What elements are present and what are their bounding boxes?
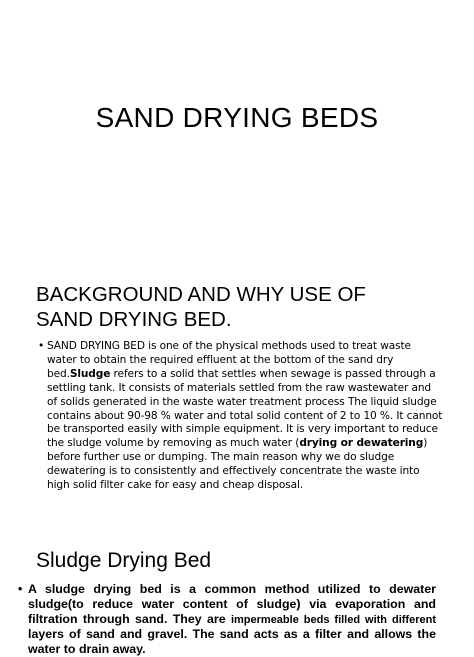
bullet-icon: • (38, 340, 45, 352)
body-bold-text: Sludge (69, 367, 111, 380)
sludge-bullet-list (18, 582, 436, 657)
list-item (18, 582, 436, 657)
slide-sludge-heading: Sludge Drying Bed (36, 549, 212, 572)
body-text: SAND DRYING BED is one of the physical methods used to treat waste water to obtain the required effluent at the bottom of the sand dry bed. (47, 340, 411, 380)
body-bold-text: drying or dewatering (299, 437, 424, 450)
list-item (38, 340, 443, 493)
body-text: refers to a solid that settles when sewage is passed through a settling tank. It consists of materials settled from the raw wastewater and of solids generated in the waste water treatment process The liquid sludge contains about 90-98 % water and total solid content of 2 to 10 %. It cannot be transported easily with simple equipment. It is very important to reduce the sludge volume by removing as much water ( (47, 367, 443, 450)
heading-line-1: BACKGROUND AND WHY USE OF (36, 283, 366, 306)
body-text: A sludge drying bed is a common method utilized to dewater sludge(to reduce water content of sludge) via evaporation and filtration through sand. They are (28, 582, 436, 626)
slide-background-heading (36, 282, 456, 332)
background-bullet-list (38, 340, 443, 493)
slide-title-heading: SAND DRYING BEDS (95, 102, 379, 133)
body-text: layers of sand and gravel. The sand acts as a filter and allows the water to drain away. (28, 627, 436, 657)
body-text: ) before further use or dumping. The main reason why we do sludge dewatering is to consistently and effectively concentrate the waste into high solid filter cake for easy and cheap disposal. (47, 437, 428, 492)
slide-sludge-drying-bed (0, 530, 474, 657)
body-small-text: impermeable beds filled with different (230, 613, 436, 626)
heading-line-2: SAND DRYING BED. (36, 308, 232, 331)
slide-background (0, 262, 474, 522)
bullet-icon: • (18, 582, 23, 596)
slide-title (0, 0, 474, 228)
